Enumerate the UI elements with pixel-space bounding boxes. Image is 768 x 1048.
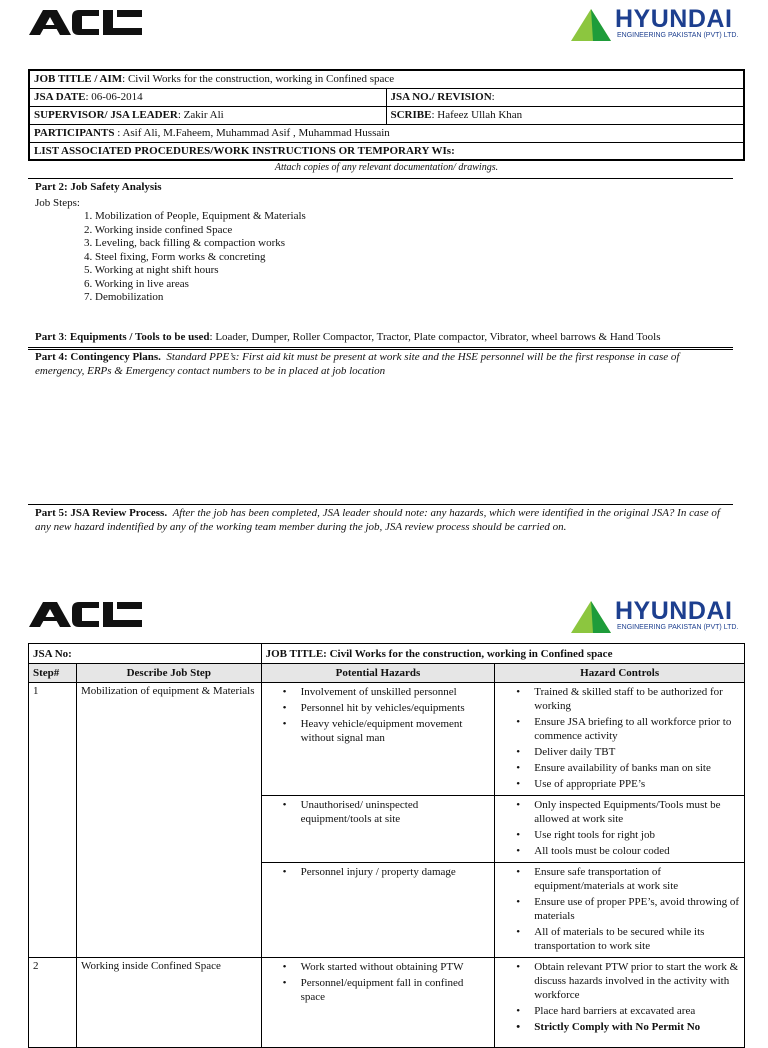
hyundai-subtitle: ENGINEERING PAKISTAN (PVT) LTD. xyxy=(617,624,739,631)
hazard-item: • Personnel hit by vehicles/equipments xyxy=(266,701,491,715)
controls-cell xyxy=(495,683,745,796)
part2-title: Part 2: Job Safety Analysis xyxy=(35,181,162,193)
part4-paragraph: Part 4: Contingency Plans. Standard PPE’s: First aid kit must be present at work site and the HSE personnel will be the first response in case of emergency, ERPs & Emergency contact numbers to be in placed at job location xyxy=(35,351,680,377)
hazard-item: • Heavy vehicle/equipment movement without signal man xyxy=(266,717,491,745)
control-item: • Trained & skilled staff to be authorized for working xyxy=(499,685,740,713)
col-header-hazards: Potential Hazards xyxy=(261,664,495,683)
jsa-date-cell: JSA DATE: 06-06-2014 xyxy=(29,88,386,106)
divider xyxy=(28,347,733,348)
scribe-cell: SCRIBE: Hafeez Ullah Khan xyxy=(386,106,744,124)
job-step: 2. Working inside confined Space xyxy=(84,223,233,236)
table-row xyxy=(29,683,745,796)
jsa-job-title: JOB TITLE: Civil Works for the construction, working in Confined space xyxy=(261,644,744,664)
control-item: • Strictly Comply with No Permit No xyxy=(499,1020,740,1034)
controls-cell xyxy=(495,863,745,958)
hyundai-logo xyxy=(571,5,751,45)
part5-paragraph: Part 5: JSA Review Process. After the job has been completed, JSA leader should note: any hazards, which were identified in the original JSA? In case of any new hazard indentified by any of the working team member during the job, JSA review process should be carried on. xyxy=(35,507,720,533)
col-header-controls: Hazard Controls xyxy=(495,664,745,683)
job-step: 5. Working at night shift hours xyxy=(84,264,219,276)
part3-line: Part 3: Equipments / Tools to be used: Loader, Dumper, Roller Compactor, Tractor, Plate compactor, Vibrator, wheel barrows & Hand Tools xyxy=(35,331,661,343)
job-title-cell: JOB TITLE / AIM: Civil Works for the construction, working in Confined space xyxy=(29,70,744,88)
step-number: 2 xyxy=(29,958,77,1048)
control-item: • Obtain relevant PTW prior to start the work & discuss hazards involved in the activity with workforce xyxy=(499,960,740,1002)
acl-logo xyxy=(29,10,142,35)
step-description: Working inside Confined Space xyxy=(76,958,261,1048)
control-item: • All tools must be colour coded xyxy=(499,844,740,858)
control-item: • Place hard barriers at excavated area xyxy=(499,1004,740,1018)
control-item: • All of materials to be secured while its transportation to work site xyxy=(499,925,740,953)
hyundai-subtitle: ENGINEERING PAKISTAN (PVT) LTD. xyxy=(617,32,739,39)
control-item: • Ensure JSA briefing to all workforce prior to commence activity xyxy=(499,715,740,743)
jsa-no-label: JSA No: xyxy=(29,644,262,664)
hazard-item: • Personnel injury / property damage xyxy=(266,865,491,879)
hazards-cell xyxy=(261,863,495,958)
control-item: • Use of appropriate PPE’s xyxy=(499,777,740,791)
hazard-item: • Unauthorised/ uninspected equipment/tools at site xyxy=(266,798,491,826)
divider xyxy=(28,349,733,350)
hazards-cell xyxy=(261,683,495,796)
hazards-cell xyxy=(261,958,495,1048)
control-item: • Ensure use of proper PPE’s, avoid throwing of materials xyxy=(499,895,740,923)
job-step: 7. Demobilization xyxy=(84,291,164,303)
jsa-no-cell: JSA NO./ REVISION: xyxy=(386,88,744,106)
divider xyxy=(28,504,733,505)
job-step: 3. Leveling, back filling & compaction works xyxy=(84,237,286,249)
table-row xyxy=(29,958,745,1048)
acl-logo xyxy=(29,602,142,627)
hazards-cell xyxy=(261,796,495,863)
control-item: • Ensure availability of banks man on site xyxy=(499,761,740,775)
hazard-item: • Work started without obtaining PTW xyxy=(266,960,491,974)
supervisor-cell: SUPERVISOR/ JSA LEADER: Zakir Ali xyxy=(29,106,386,124)
controls-cell xyxy=(495,796,745,863)
hyundai-wordmark: HYUNDAI xyxy=(615,5,733,33)
job-step: 6. Working in live areas xyxy=(84,277,189,290)
job-step: 1. Mobilization of People, Equipment & Materials xyxy=(84,210,306,222)
hazard-item: • Involvement of unskilled personnel xyxy=(266,685,491,699)
hyundai-wordmark: HYUNDAI xyxy=(615,597,733,625)
procedures-cell: LIST ASSOCIATED PROCEDURES/WORK INSTRUCTIONS OR TEMPORARY WIs: xyxy=(29,142,744,160)
step-number: 1 xyxy=(29,683,77,958)
col-header-describe: Describe Job Step xyxy=(76,664,261,683)
control-item: • Deliver daily TBT xyxy=(499,745,740,759)
control-item: • Use right tools for right job xyxy=(499,828,740,842)
step-description: Mobilization of equipment & Materials xyxy=(76,683,261,958)
part2-subtitle: Job Steps: xyxy=(35,197,80,209)
jsa-detail-table xyxy=(28,643,745,1048)
col-header-step: Step# xyxy=(29,664,77,683)
job-step: 4. Steel fixing, Form works & concreting xyxy=(84,250,266,263)
participants-cell: PARTICIPANTS : Asif Ali, M.Faheem, Muhammad Asif , Muhammad Hussain xyxy=(29,124,744,142)
hazard-item: • Personnel/equipment fall in confined space xyxy=(266,976,491,1004)
jsa-header-table xyxy=(28,69,745,161)
attach-note: Attach copies of any relevant documentation/ drawings. xyxy=(274,162,499,173)
divider xyxy=(28,178,733,179)
control-item: • Only inspected Equipments/Tools must be allowed at work site xyxy=(499,798,740,826)
controls-cell xyxy=(495,958,745,1048)
hyundai-logo xyxy=(571,597,751,637)
control-item: • Ensure safe transportation of equipment/materials at work site xyxy=(499,865,740,893)
job-steps-list xyxy=(84,210,306,305)
